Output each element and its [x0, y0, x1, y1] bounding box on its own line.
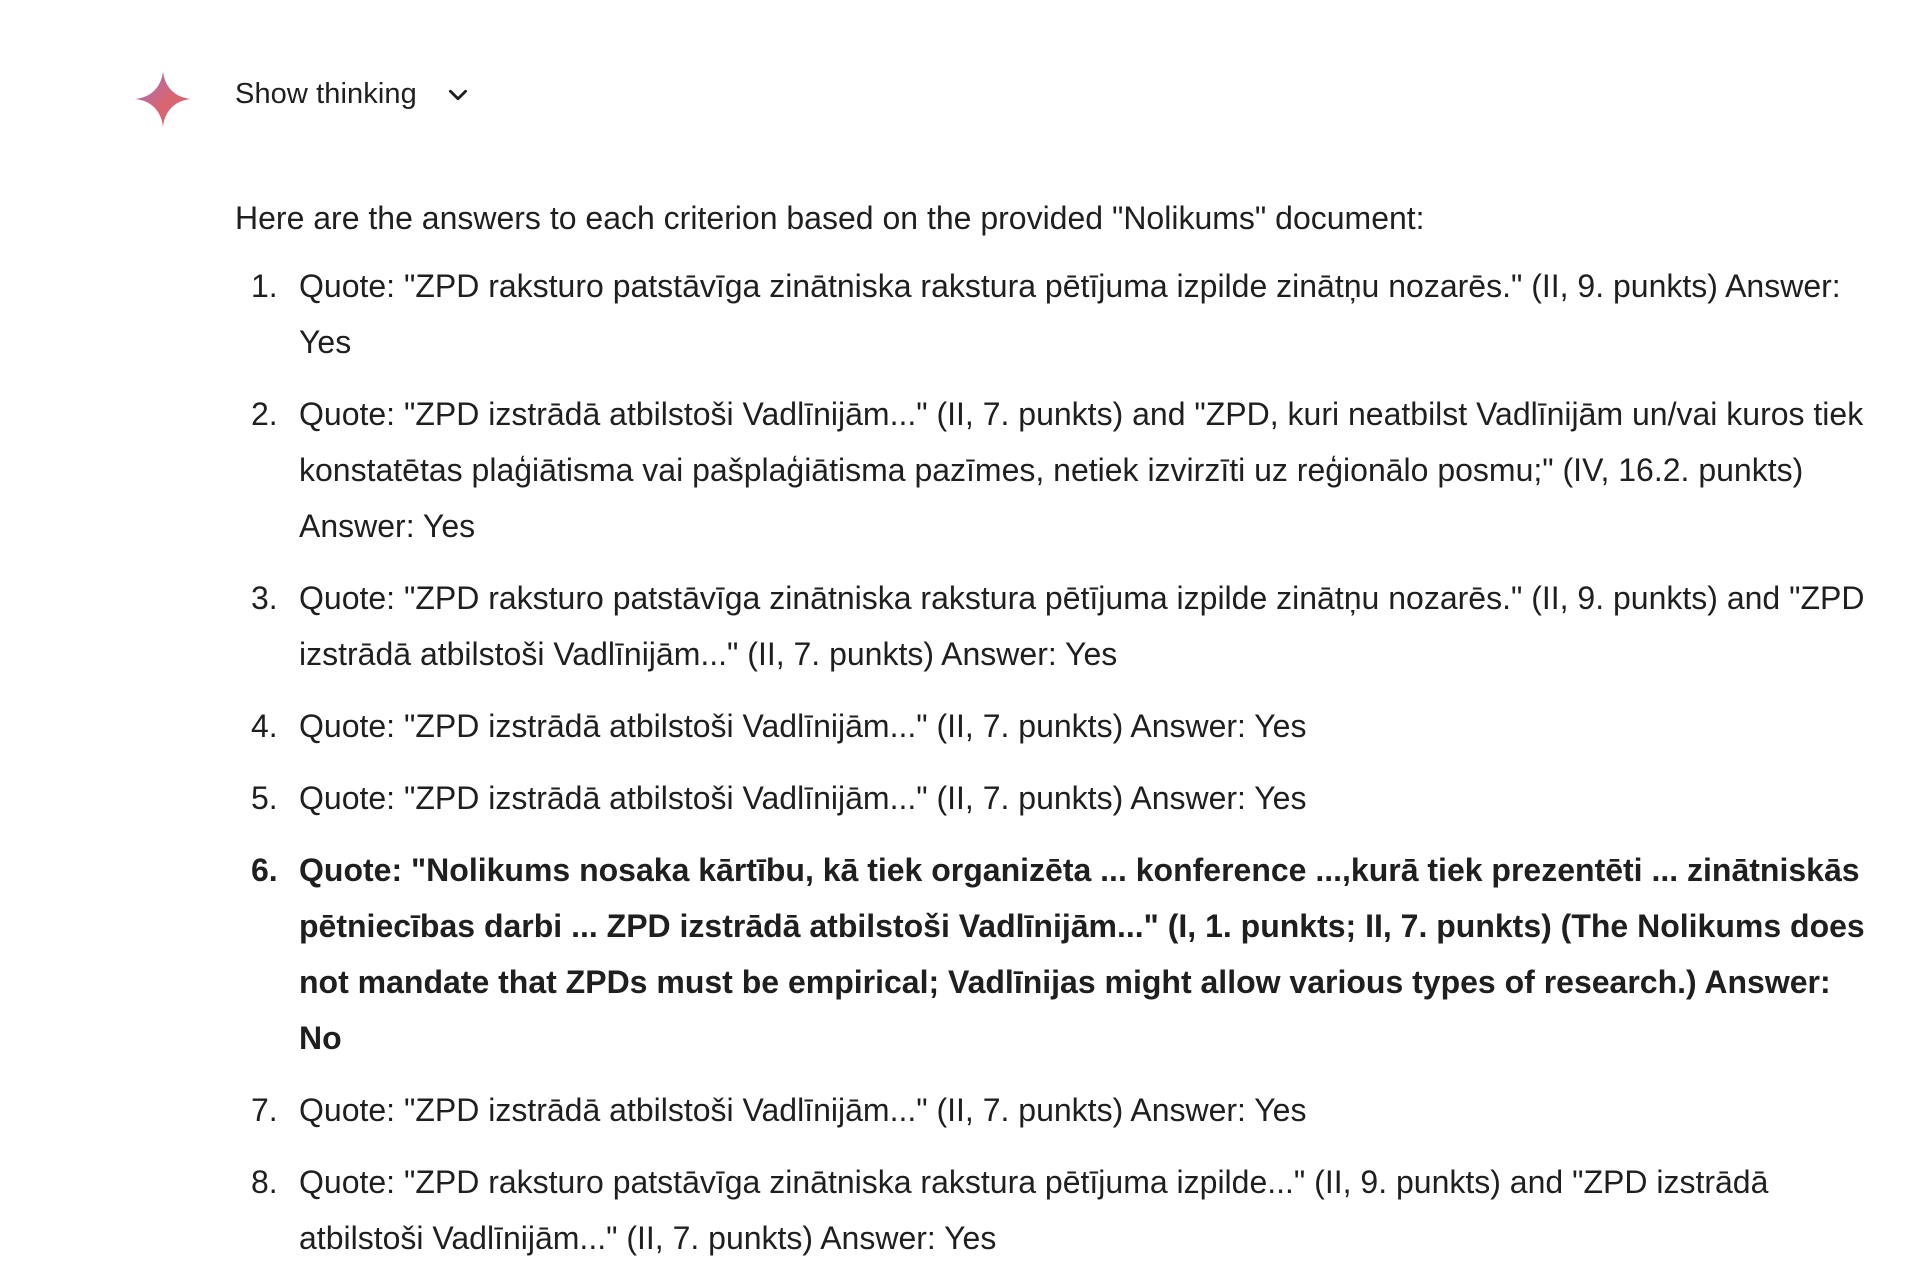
list-item-text: Quote: "ZPD raksturo patstāvīga zinātniska rakstura pētījuma izpilde zinātņu nozarēs." (II, 9. punkts) and "ZPD izstrādā atbilstoši Vadlīnijām..." (II, 7. punkts) Answer: Yes: [299, 580, 1865, 672]
answers-list: [235, 258, 1865, 1266]
list-item: [235, 770, 1879, 826]
list-item: [235, 1082, 1879, 1138]
list-item-highlighted: [235, 842, 1879, 1066]
list-item-text: Quote: "ZPD izstrādā atbilstoši Vadlīnijām..." (II, 7. punkts) Answer: Yes: [299, 780, 1307, 816]
list-item-text: Quote: "ZPD raksturo patstāvīga zinātniska rakstura pētījuma izpilde zinātņu nozarēs." (II, 9. punkts) Answer: Yes: [299, 268, 1841, 360]
list-item-text: Quote: "ZPD raksturo patstāvīga zinātniska rakstura pētījuma izpilde..." (II, 9. punkts) and "ZPD izstrādā atbilstoši Vadlīnijām..." (II, 7. punkts) Answer: Yes: [299, 1164, 1769, 1256]
list-item: [235, 698, 1879, 754]
list-item: [235, 570, 1879, 682]
show-thinking-toggle[interactable]: [235, 78, 471, 111]
list-item-text: Quote: "ZPD izstrādā atbilstoši Vadlīnijām..." (II, 7. punkts) and "ZPD, kuri neatbilst Vadlīnijām un/vai kuros tiek konstatētas plaģiātisma vai pašplaģiātisma pazīmes, netiek izvirzīti uz reģionālo posmu;" (IV, 16.2. punkts) Answer: Yes: [299, 396, 1864, 544]
list-item-number: 8.: [251, 1164, 278, 1200]
list-item-number: 7.: [251, 1092, 278, 1128]
chevron-down-icon: [445, 82, 471, 108]
response-intro: Here are the answers to each criterion based on the provided "Nolikums" document:: [235, 200, 1425, 236]
response-body: [235, 190, 1865, 1282]
list-item: [235, 258, 1879, 370]
list-item: [235, 1154, 1879, 1266]
list-item-number: 3.: [251, 580, 278, 616]
list-item-number: 2.: [251, 396, 278, 432]
gemini-logo: [133, 66, 193, 132]
list-item: [235, 386, 1879, 554]
list-item-text: Quote: "ZPD izstrādā atbilstoši Vadlīnijām..." (II, 7. punkts) Answer: Yes: [299, 708, 1307, 744]
list-item-text: Quote: "Nolikums nosaka kārtību, kā tiek organizēta ... konference ...,kurā tiek prezentēti ... zinātniskās pētniecības darbi ... ZPD izstrādā atbilstoši Vadlīnijām..." (I, 1. punkts; II, 7. punkts) (The Nolikums does not mandate that ZPDs must be empirical; Vadlīnijas might allow various types of research.) Answer: No: [299, 852, 1865, 1056]
gemini-spark-icon: [133, 69, 193, 129]
list-item-number: 1.: [251, 268, 278, 304]
list-item-number: 4.: [251, 708, 278, 744]
show-thinking-label: Show thinking: [235, 78, 417, 110]
list-item-number: 5.: [251, 780, 278, 816]
list-item-number: 6.: [251, 852, 278, 888]
list-item-text: Quote: "ZPD izstrādā atbilstoši Vadlīnijām..." (II, 7. punkts) Answer: Yes: [299, 1092, 1307, 1128]
